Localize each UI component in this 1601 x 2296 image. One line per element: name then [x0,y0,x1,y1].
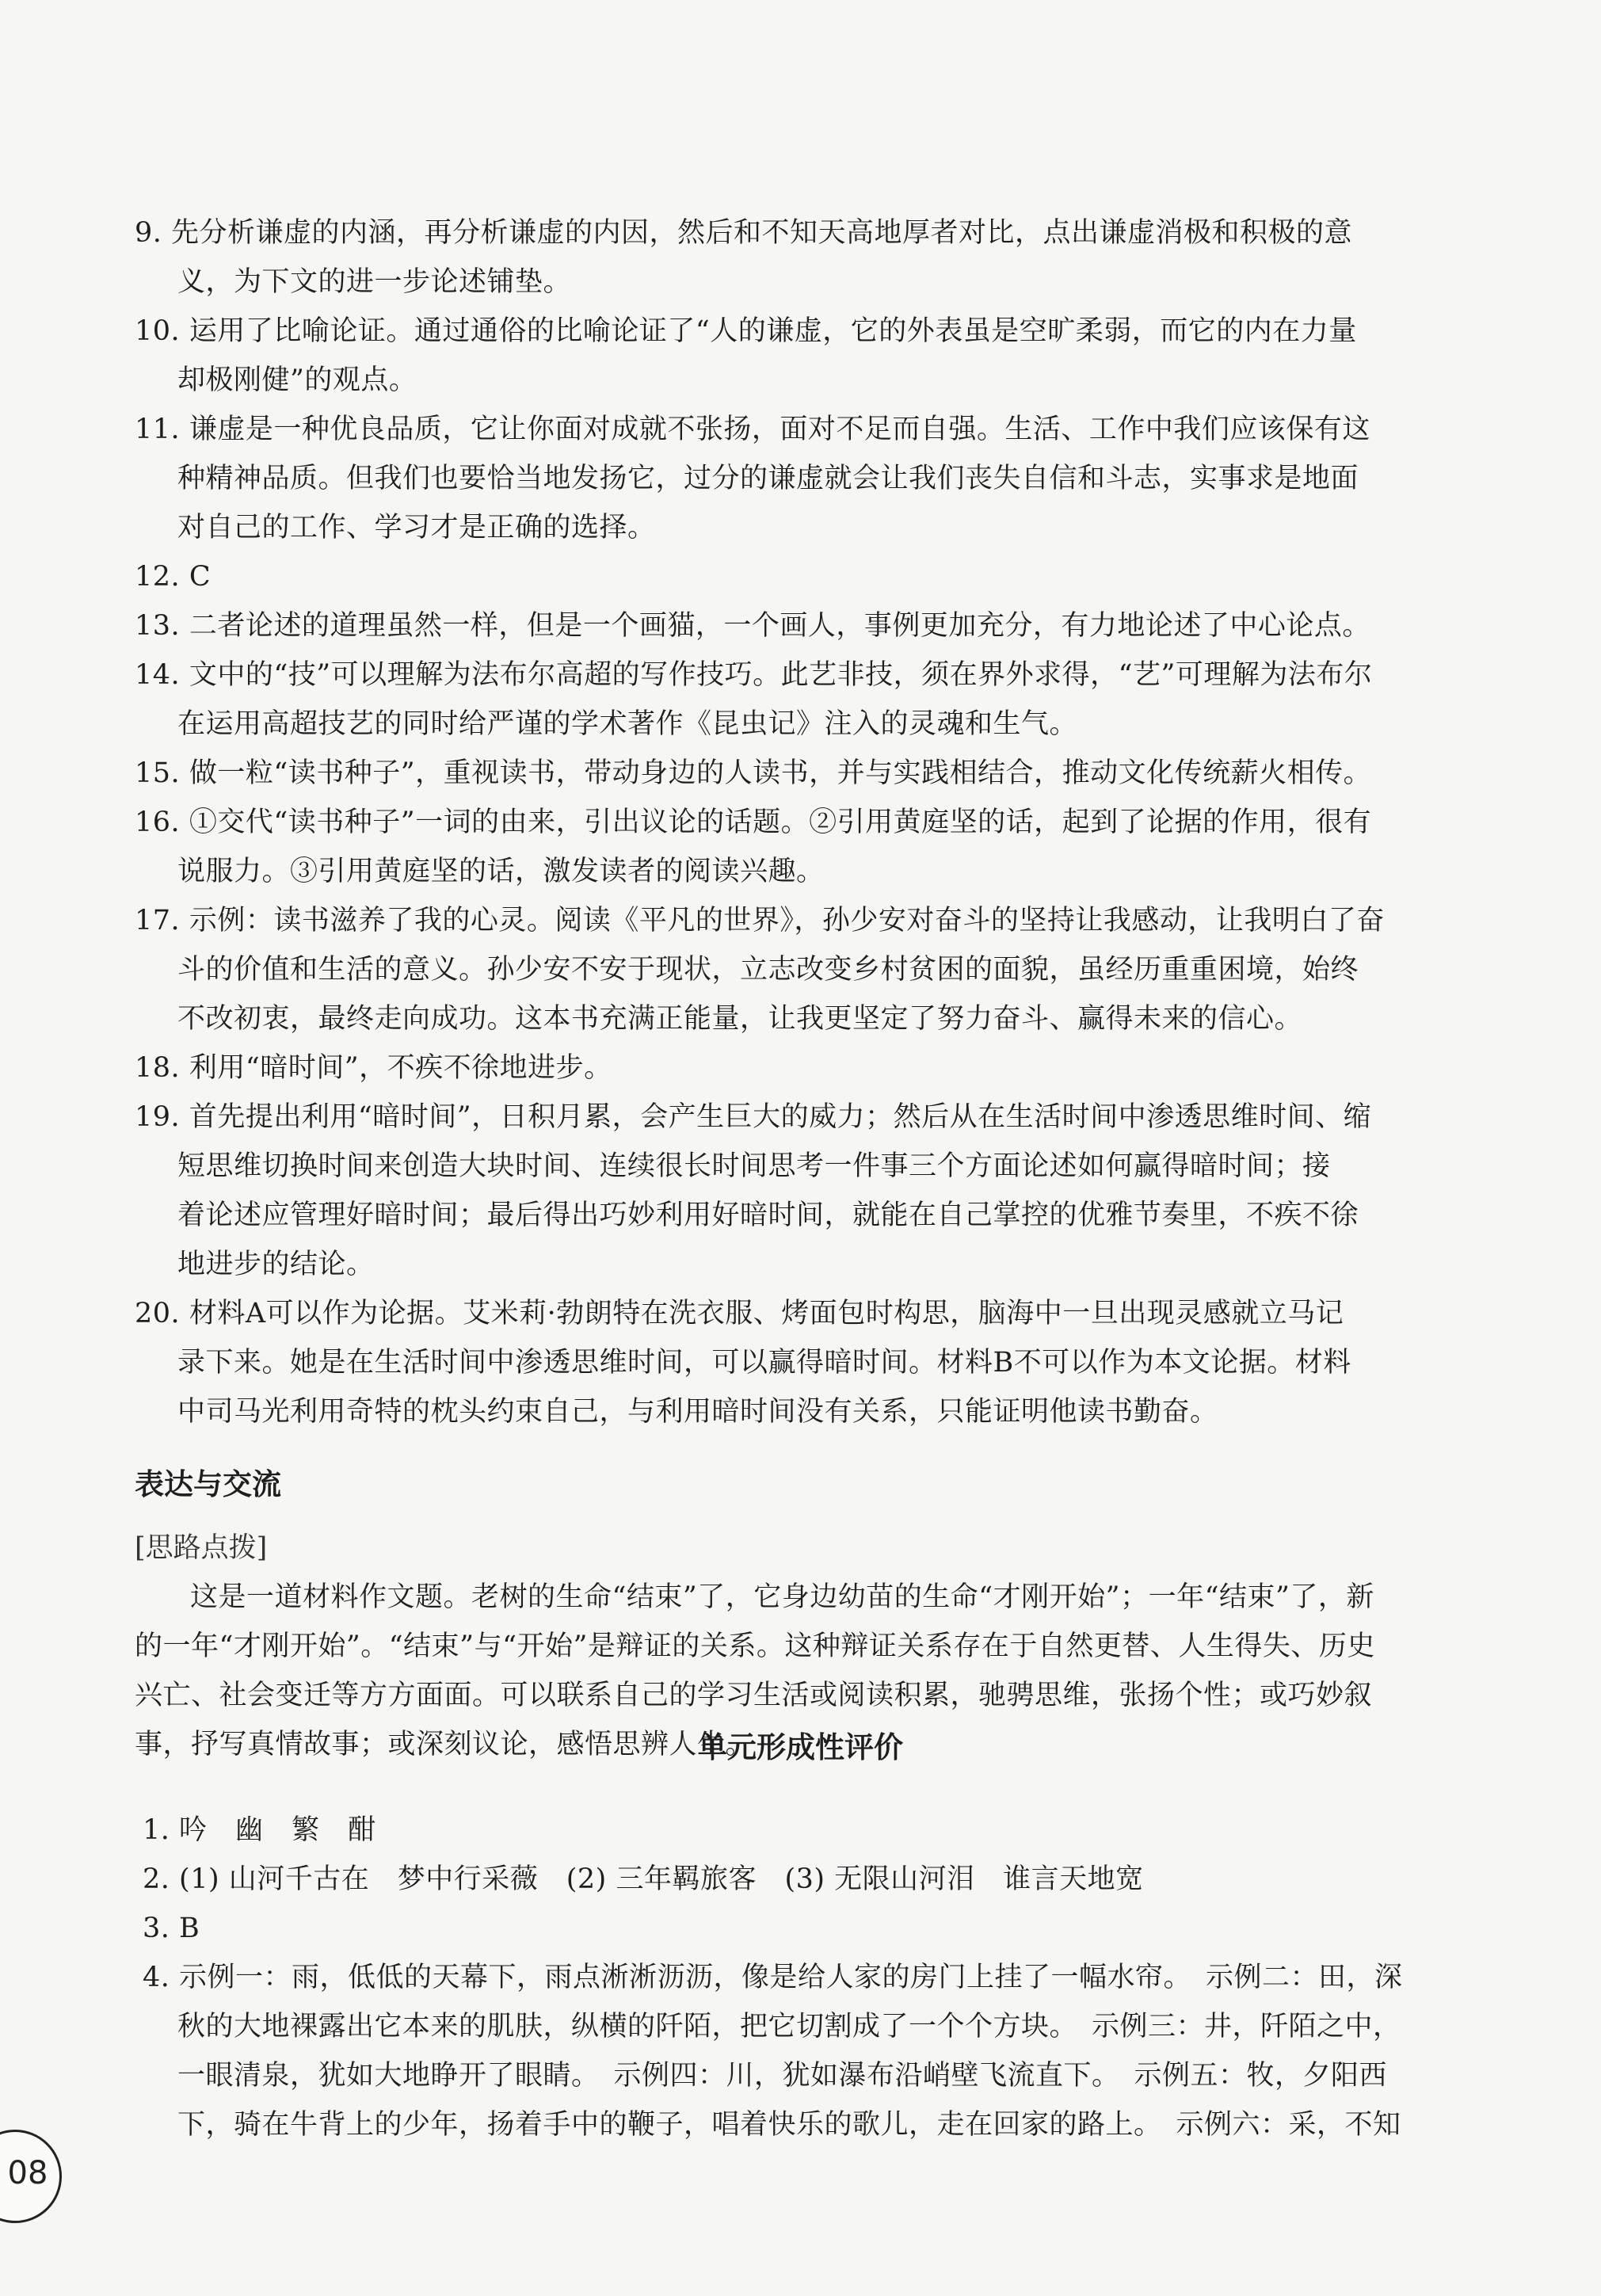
answer-continuation: 地进步的结论。 [177,1249,375,1280]
hint-label: [思路点拨] [135,1532,268,1564]
answer-continuation: 下，骑在牛背上的少年，扬着手中的鞭子，唱着快乐的歌儿，走在回家的路上。 示例六：采，不知 [177,2109,1401,2141]
answer-text: 首先提出利用“暗时间”，日积月累，会产生巨大的威力；然后从在生活时间中渗透思维时间、缩 [189,1101,1372,1133]
answer-text: 谦虚是一种优良品质，它让你面对成就不张扬，面对不足而自强。生活、工作中我们应该保有这 [189,414,1370,445]
answer-item-12 [135,554,211,600]
answer-continuation: 着论述应管理好暗时间；最后得出巧妙利用好暗时间，就能在自己掌控的优雅节奏里，不疾不徐 [177,1199,1359,1231]
answer-text: B [179,1913,200,1944]
answer-text: 做一粒“读书种子”，重视读书，带动身边的人读书，并与实践相结合，推动文化传统薪火相传。 [189,757,1372,789]
answer-continuation: 一眼清泉，犹如大地睁开了眼睛。 示例四：川，犹如瀑布沿峭壁飞流直下。 示例五：牧，夕阳西 [177,2060,1388,2092]
answer-text: 文中的“技”可以理解为法布尔高超的写作技巧。此艺非技，须在界外求得，“艺”可理解为法布尔 [189,659,1373,691]
answer-number: 14. [135,659,181,691]
answer-text: 先分析谦虚的内涵，再分析谦虚的内因，然后和不知天高地厚者对比，点出谦虚消极和积极的意 [171,217,1353,249]
answer-continuation: 义，为下文的进一步论述铺垫。 [177,266,572,298]
answer-continuation: 种精神品质。但我们也要恰当地发扬它，过分的谦虚就会让我们丧失自信和斗志，实事求是地面 [177,463,1359,494]
answer-text: 利用“暗时间”，不疾不徐地进步。 [189,1052,612,1084]
page-number: 08 [7,2155,48,2191]
answer-continuation: 不改初衷，最终走向成功。这本书充满正能量，让我更坚定了努力奋斗、赢得未来的信心。 [177,1003,1303,1035]
answer-continuation: 斗的价值和生活的意义。孙少安不安于现状，立志改变乡村贫困的面貌，虽经历重重困境，始终 [177,954,1359,986]
answer-number: 10. [135,315,181,347]
unit-item-2 [143,1856,1144,1902]
answer-number: 13. [135,610,181,642]
unit-item-4 [143,1955,1403,2000]
paragraph-line: 这是一道材料作文题。老树的生命“结束”了，它身边幼苗的生命“才刚开始”；一年“结束”了，新 [190,1581,1374,1613]
answer-item-20 [135,1291,1344,1337]
answer-text: (1) 山河千古在 梦中行采薇 (2) 三年羁旅客 (3) 无限山河泪 谁言天地宽 [179,1863,1144,1895]
answer-item-19 [135,1094,1371,1140]
answer-text: 材料A可以作为论据。艾米莉·勃朗特在洗衣服、烤面包时构思，脑海中一旦出现灵感就立马记 [189,1298,1344,1329]
answer-item-16 [135,799,1371,845]
answer-continuation: 说服力。③引用黄庭坚的话，激发读者的阅读兴趣。 [177,856,825,887]
answer-continuation: 对自己的工作、学习才是正确的选择。 [177,512,656,543]
answer-text: 示例：读书滋养了我的心灵。阅读《平凡的世界》，孙少安对奋斗的坚持让我感动，让我明白了奋 [189,905,1385,936]
answer-number: 15. [135,757,181,789]
answer-text: 示例一：雨，低低的天幕下，雨点淅淅沥沥，像是给人家的房门上挂了一幅水帘。 示例二：田，深 [179,1962,1403,1993]
answer-text: 二者论述的道理虽然一样，但是一个画猫，一个画人，事例更加充分，有力地论述了中心论点。 [189,610,1370,642]
answer-text: 运用了比喻论证。通过通俗的比喻论证了“人的谦虚，它的外表虽是空旷柔弱，而它的内在力量 [189,315,1357,347]
answer-continuation: 短思维切换时间来创造大块时间、连续很长时间思考一件事三个方面论述如何赢得暗时间；接 [177,1150,1331,1182]
answer-number: 9. [135,217,162,249]
unit-item-3 [143,1905,200,1951]
answer-continuation: 却极刚健”的观点。 [177,364,417,396]
answer-number: 2. [143,1863,170,1895]
answer-number: 20. [135,1298,181,1329]
answer-text: 吟 幽 繁 酣 [179,1814,376,1846]
answer-text: C [189,561,212,593]
answer-number: 18. [135,1052,181,1084]
answer-number: 1. [143,1814,170,1846]
answer-number: 3. [143,1913,170,1944]
answer-item-13 [135,603,1370,649]
answer-continuation: 录下来。她是在生活时间中渗透思维时间，可以赢得暗时间。材料B不可以作为本文论据。材料 [177,1347,1351,1379]
unit-item-1 [143,1807,376,1853]
paragraph-line: 事，抒写真情故事；或深刻议论，感悟思辨人生。 [135,1729,754,1760]
paragraph-line: 兴亡、社会变迁等方方面面。可以联系自己的学习生活或阅读积累，驰骋思维，张扬个性；或巧妙叙 [135,1680,1373,1711]
answer-number: 4. [143,1962,170,1993]
answer-continuation: 在运用高超技艺的同时给严谨的学术著作《昆虫记》注入的灵魂和生气。 [177,708,1078,740]
answer-item-17 [135,898,1385,944]
answer-item-14 [135,652,1372,698]
answer-number: 19. [135,1101,181,1133]
answer-number: 12. [135,561,181,593]
answer-item-9 [135,210,1352,256]
paragraph-line: 的一年“才刚开始”。“结束”与“开始”是辩证的关系。这种辩证关系存在于自然更替、人生得失、历史 [135,1630,1375,1662]
answer-item-18 [135,1045,612,1091]
section-heading-unit: 单元形成性评价 [698,1730,903,1764]
answer-number: 17. [135,905,181,936]
section-heading-expression: 表达与交流 [135,1467,281,1501]
answer-text: ①交代“读书种子”一词的由来，引出议论的话题。②引用黄庭坚的话，起到了论据的作用，很有 [189,807,1372,838]
answer-item-11 [135,406,1370,452]
answer-number: 16. [135,807,181,838]
answer-continuation: 中司马光利用奇特的枕头约束自己，与利用暗时间没有关系，只能证明他读书勤奋。 [177,1396,1218,1428]
answer-item-10 [135,308,1357,354]
answer-number: 11. [135,414,181,445]
answer-continuation: 秋的大地裸露出它本来的肌肤，纵横的阡陌，把它切割成了一个个方块。 示例三：井，阡陌之中， [177,2011,1401,2042]
answer-item-15 [135,750,1371,796]
